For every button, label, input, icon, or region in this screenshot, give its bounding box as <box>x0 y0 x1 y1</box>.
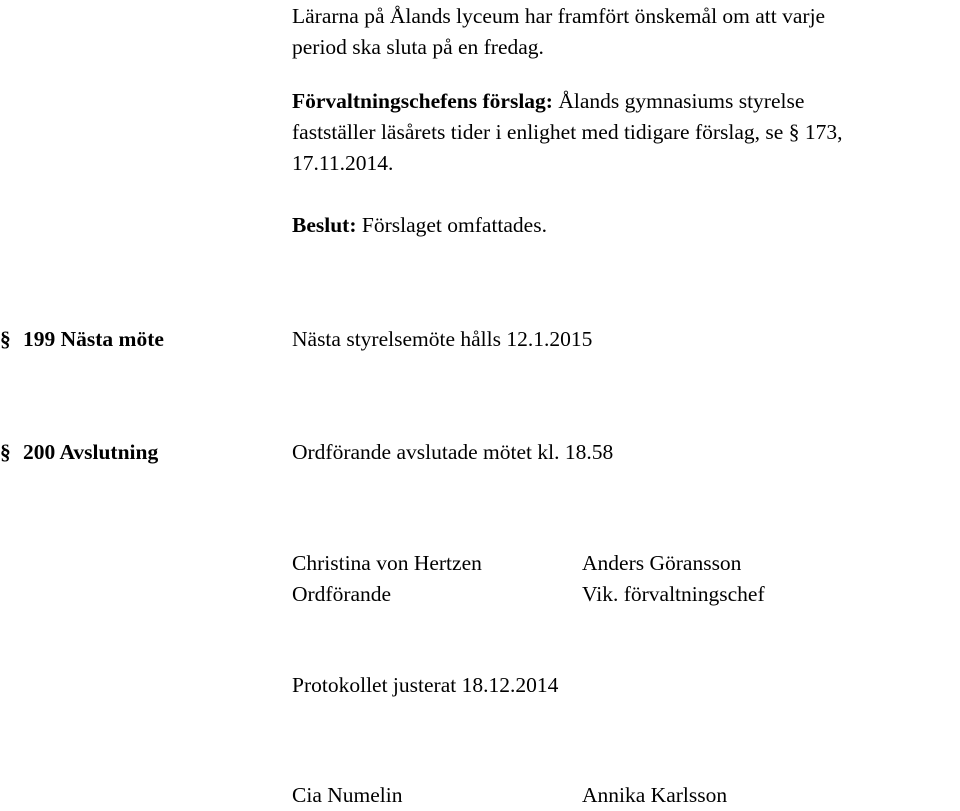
section-title: 200 Avslutning <box>23 440 159 464</box>
section-heading-200 <box>0 437 158 468</box>
proposal-line-1-text: Ålands gymnasiums styrelse <box>552 89 805 113</box>
decision-label: Beslut: <box>292 213 357 237</box>
section-title: 199 Nästa möte <box>23 327 164 351</box>
signature-right-role: Vik. förvaltningschef <box>582 582 765 606</box>
signature-right-name: Anders Göransson <box>582 551 742 575</box>
signature-right <box>582 548 765 610</box>
signature-left <box>292 548 482 610</box>
section-text-199: Nästa styrelsemöte hålls 12.1.2015 <box>292 327 593 351</box>
intro-paragraph <box>292 1 825 63</box>
section-text-200: Ordförande avslutade mötet kl. 18.58 <box>292 440 614 464</box>
proposal-line-2: fastställer läsårets tider i enlighet med tidigare förslag, se § 173, <box>292 120 843 144</box>
verifier-left: Cia Numelin <box>292 783 403 807</box>
proposal-line-1 <box>292 86 842 117</box>
verified-line: Protokollet justerat 18.12.2014 <box>292 673 559 697</box>
verifier-right: Annika Karlsson <box>582 783 728 807</box>
intro-line-2: period ska sluta på en fredag. <box>292 35 544 59</box>
proposal-paragraph <box>292 86 842 179</box>
section-symbol: § <box>0 440 11 464</box>
signature-left-name: Christina von Hertzen <box>292 551 482 575</box>
decision-line <box>292 210 547 241</box>
section-heading-199 <box>0 324 164 355</box>
intro-line-1: Lärarna på Ålands lyceum har framfört önskemål om att varje <box>292 4 826 28</box>
section-symbol: § <box>0 327 11 351</box>
proposal-line-3: 17.11.2014. <box>292 151 394 175</box>
decision-text: Förslaget omfattades. <box>356 213 547 237</box>
signature-left-role: Ordförande <box>292 582 392 606</box>
proposal-label: Förvaltningschefens förslag: <box>292 89 553 113</box>
